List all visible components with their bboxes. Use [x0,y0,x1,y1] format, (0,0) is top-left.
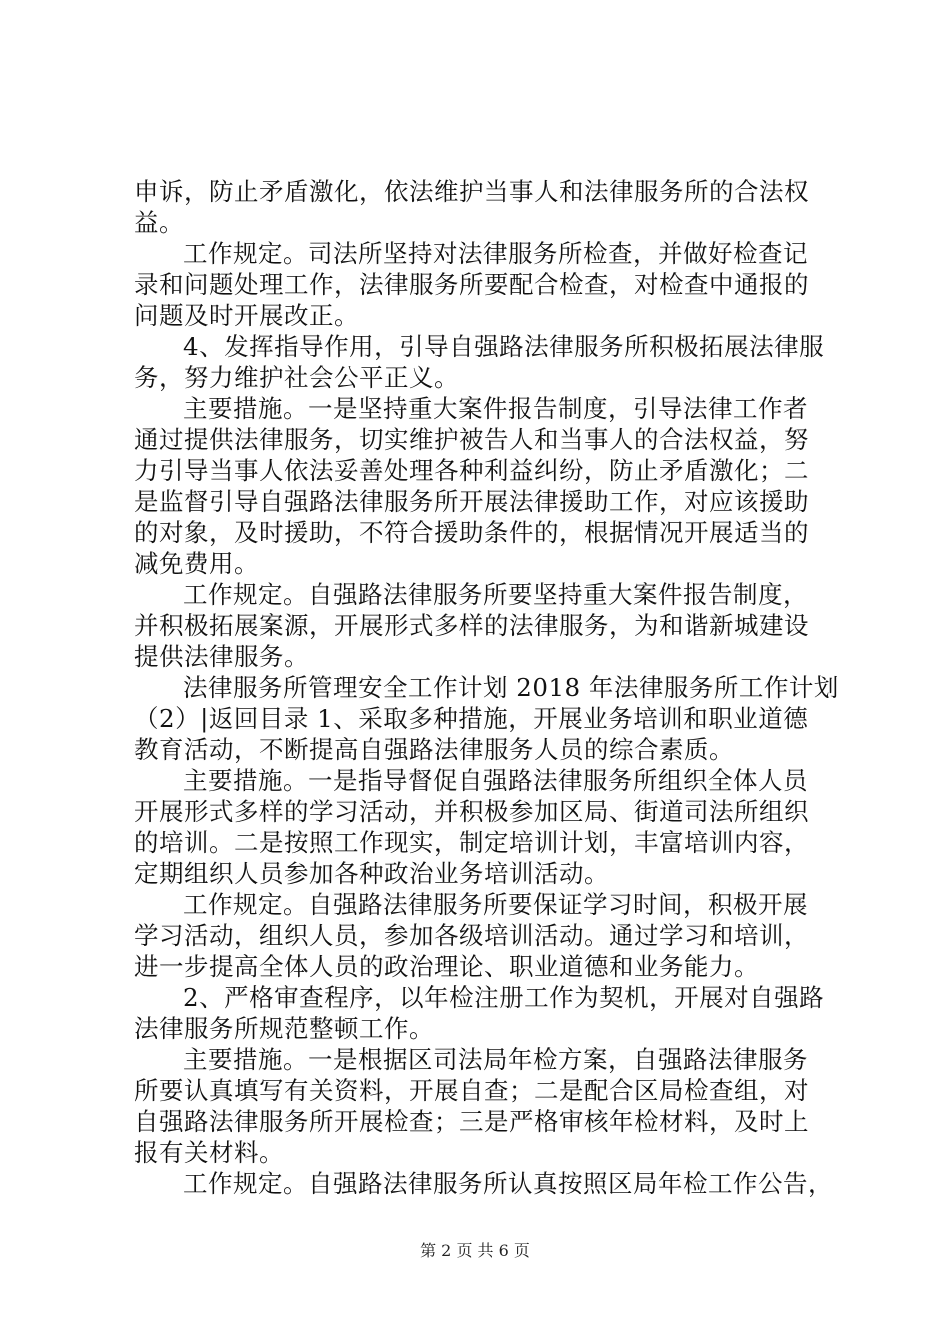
text-line: 所要认真填写有关资料，开展自查；二是配合区局检查组，对 [134,1076,809,1105]
text-line: 的培训。二是按照工作现实，制定培训计划，丰富培训内容， [134,828,809,857]
text-line: 的对象，及时援助，不符合援助条件的，根据情况开展适当的 [134,518,809,547]
text-line: 主要措施。一是根据区司法局年检方案，自强路法律服务 [183,1045,808,1074]
text-line: 法律服务所管理安全工作计划 2018 年法律服务所工作计划 [183,673,839,702]
text-line: 力引导当事人依法妥善处理各种利益纠纷，防止矛盾激化；二 [134,456,809,485]
page-footer: 第 2 页 共 6 页 [420,1241,530,1260]
text-line: 申诉，防止矛盾激化，依法维护当事人和法律服务所的合法权 [134,177,809,206]
text-line: 是监督引导自强路法律服务所开展法律援助工作，对应该援助 [134,487,809,516]
text-line: 报有关材料。 [134,1138,284,1167]
text-line: 工作规定。司法所坚持对法律服务所检查，并做好检查记 [183,239,808,268]
text-line: 并积极拓展案源，开展形式多样的法律服务，为和谐新城建设 [134,611,809,640]
text-line: 法律服务所规范整顿工作。 [134,1014,434,1043]
text-line: 录和问题处理工作，法律服务所要配合检查，对检查中通报的 [134,270,809,299]
text-line: 工作规定。自强路法律服务所要保证学习时间，积极开展 [183,890,808,919]
text-line: 工作规定。自强路法律服务所认真按照区局年检工作公告， [183,1169,833,1198]
text-line: 4、发挥指导作用，引导自强路法律服务所积极拓展法律服 [183,332,825,361]
text-line: 2、严格审查程序，以年检注册工作为契机，开展对自强路 [183,983,825,1012]
text-line: 自强路法律服务所开展检查；三是严格审核年检材料，及时上 [134,1107,809,1136]
text-line: 提供法律服务。 [134,642,309,671]
text-line: 主要措施。一是指导督促自强路法律服务所组织全体人员 [183,766,808,795]
text-line: 教育活动，不断提高自强路法律服务人员的综合素质。 [134,735,734,764]
text-line: （2）|返回目录 1、采取多种措施，开展业务培训和职业道德 [134,704,809,733]
text-line: 主要措施。一是坚持重大案件报告制度，引导法律工作者 [183,394,808,423]
text-line: 益。 [134,208,184,237]
text-line: 开展形式多样的学习活动，并积极参加区局、街道司法所组织 [134,797,809,826]
text-line: 学习活动，组织人员，参加各级培训活动。通过学习和培训， [134,921,809,950]
text-line: 务，努力维护社会公平正义。 [134,363,459,392]
text-line: 进一步提高全体人员的政治理论、职业道德和业务能力。 [134,952,759,981]
text-line: 问题及时开展改正。 [134,301,359,330]
text-line: 定期组织人员参加各种政治业务培训活动。 [134,859,609,888]
text-line: 通过提供法律服务，切实维护被告人和当事人的合法权益，努 [134,425,809,454]
text-line: 工作规定。自强路法律服务所要坚持重大案件报告制度， [183,580,808,609]
text-line: 减免费用。 [134,549,259,578]
document-body [134,176,839,1199]
